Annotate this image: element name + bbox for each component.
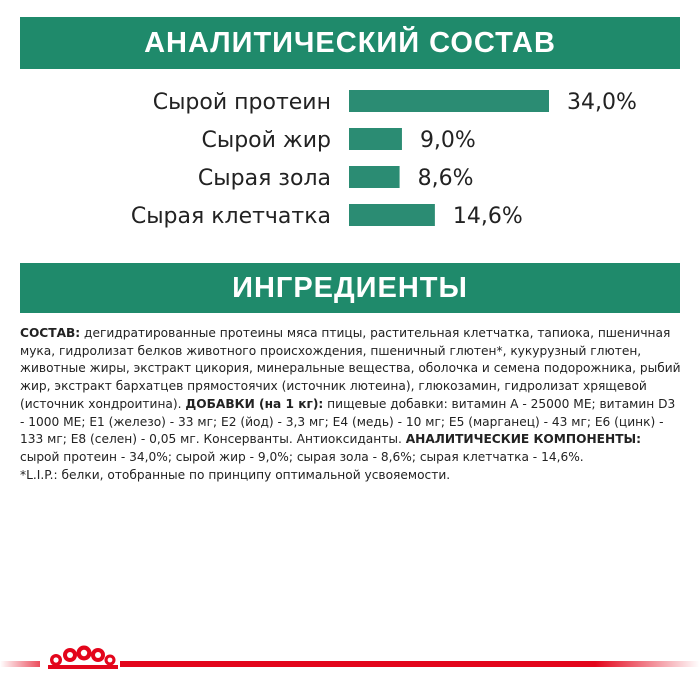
ingredients-text	[20, 325, 682, 484]
category-label: Сырой жир	[201, 128, 331, 153]
ingredients-title-banner	[20, 263, 680, 313]
analysis-title-banner	[20, 17, 680, 69]
value-label: 8,6%	[417, 166, 474, 191]
value-label: 9,0%	[419, 128, 476, 153]
royal-canin-crown-icon	[40, 643, 120, 673]
bar	[349, 166, 400, 188]
nutrient-bar-chart	[0, 80, 700, 240]
category-label: Сырой протеин	[152, 90, 331, 115]
value-label: 14,6%	[452, 204, 523, 229]
composition-text: дегидратированные протеины мяса птицы, растительная клетчатка, тапиока, пшеничная мука, гидролизат белков животного происхождения, пшеничный глютен*, кукурузный глютен, животные жиры, экстракт цикория, минеральные вещества, оболочка и семена подорожника, рыбий жир, экстракт бархатцев прямостоячих (источник лютеина), глюкозамин, гидролизат хрящевой (источник хондроитина).	[20, 326, 681, 411]
components-label: АНАЛИТИЧЕСКИЕ КОМПОНЕНТЫ:	[405, 432, 642, 447]
additives-text: пищевые добавки: витамин A - 25000 МЕ; витамин D3 - 1000 МЕ; E1 (железо) - 33 мг; E2 (йод) - 3,3 мг; E4 (медь) - 10 мг; E5 (марганец) - 43 мг; E6 (цинк) - 133 мг; E8 (селен) - 0,05 мг. Консерванты. Антиоксиданты.	[20, 396, 676, 447]
value-label: 34,0%	[567, 90, 637, 115]
bar	[349, 90, 549, 112]
ingredients-title: ИНГРЕДИЕНТЫ	[232, 272, 468, 304]
category-label: Сырая зола	[197, 166, 331, 191]
ingredients-paragraph	[20, 325, 682, 467]
components-text: сырой протеин - 34,0%; сырой жир - 9,0%; сырая зола - 8,6%; сырая клетчатка - 14,6%.	[20, 449, 584, 464]
bar	[349, 204, 435, 226]
additives-label: ДОБАВКИ (на 1 кг):	[185, 396, 324, 411]
category-label: Сырая клетчатка	[130, 204, 331, 229]
bar	[349, 128, 402, 150]
analysis-title: АНАЛИТИЧЕСКИЙ СОСТАВ	[144, 27, 556, 59]
footnote: *L.I.P.: белки, отобранные по принципу оптимальной усвояемости.	[20, 467, 451, 482]
composition-label: СОСТАВ:	[20, 326, 81, 340]
